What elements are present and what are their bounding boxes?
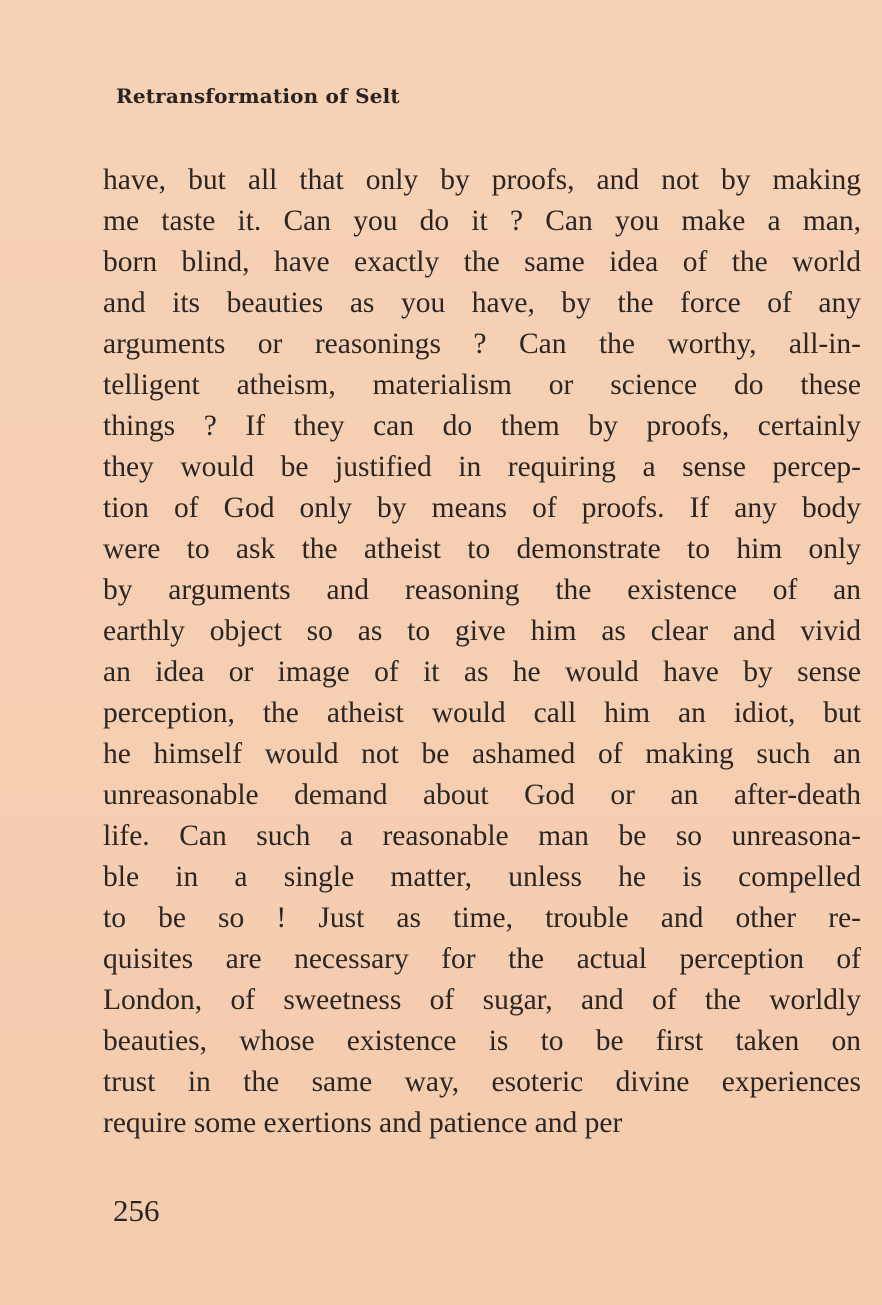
text-line: things ? If they can do them by proofs, certainly xyxy=(103,410,861,442)
text-line: were to ask the atheist to demonstrate to him only xyxy=(103,533,861,565)
text-line: tion of God only by means of proofs. If any body xyxy=(103,492,861,524)
text-line: quisites are necessary for the actual perception of xyxy=(103,943,861,975)
text-line: unreasonable demand about God or an after-death xyxy=(103,779,861,811)
text-line: born blind, have exactly the same idea of the world xyxy=(103,246,861,278)
body-text xyxy=(103,160,861,1144)
text-line: to be so ! Just as time, trouble and other re- xyxy=(103,902,861,934)
text-line: an idea or image of it as he would have by sense xyxy=(103,656,861,688)
text-line: arguments or reasonings ? Can the worthy, all-in- xyxy=(103,328,861,360)
text-line: life. Can such a reasonable man be so unreasona- xyxy=(103,820,861,852)
text-line: perception, the atheist would call him an idiot, but xyxy=(103,697,861,729)
text-line: require some exertions and patience and per xyxy=(103,1107,623,1139)
text-line: earthly object so as to give him as clear and vivid xyxy=(103,615,861,647)
text-line: and its beauties as you have, by the force of any xyxy=(103,287,861,319)
text-line: they would be justified in requiring a sense percep- xyxy=(103,451,861,483)
text-line: by arguments and reasoning the existence of an xyxy=(103,574,861,606)
text-line: ble in a single matter, unless he is compelled xyxy=(103,861,861,893)
text-line: telligent atheism, materialism or science do these xyxy=(103,369,861,401)
page-number: 256 xyxy=(113,1193,160,1228)
text-line: beauties, whose existence is to be first taken on xyxy=(103,1025,861,1057)
text-line: have, but all that only by proofs, and not by making xyxy=(103,164,861,196)
text-line: me taste it. Can you do it ? Can you make a man, xyxy=(103,205,861,237)
text-line: he himself would not be ashamed of making such an xyxy=(103,738,861,770)
text-line: trust in the same way, esoteric divine experiences xyxy=(103,1066,861,1098)
text-line: London, of sweetness of sugar, and of the worldly xyxy=(103,984,861,1016)
running-head: Retransformation of Selt xyxy=(116,84,400,108)
